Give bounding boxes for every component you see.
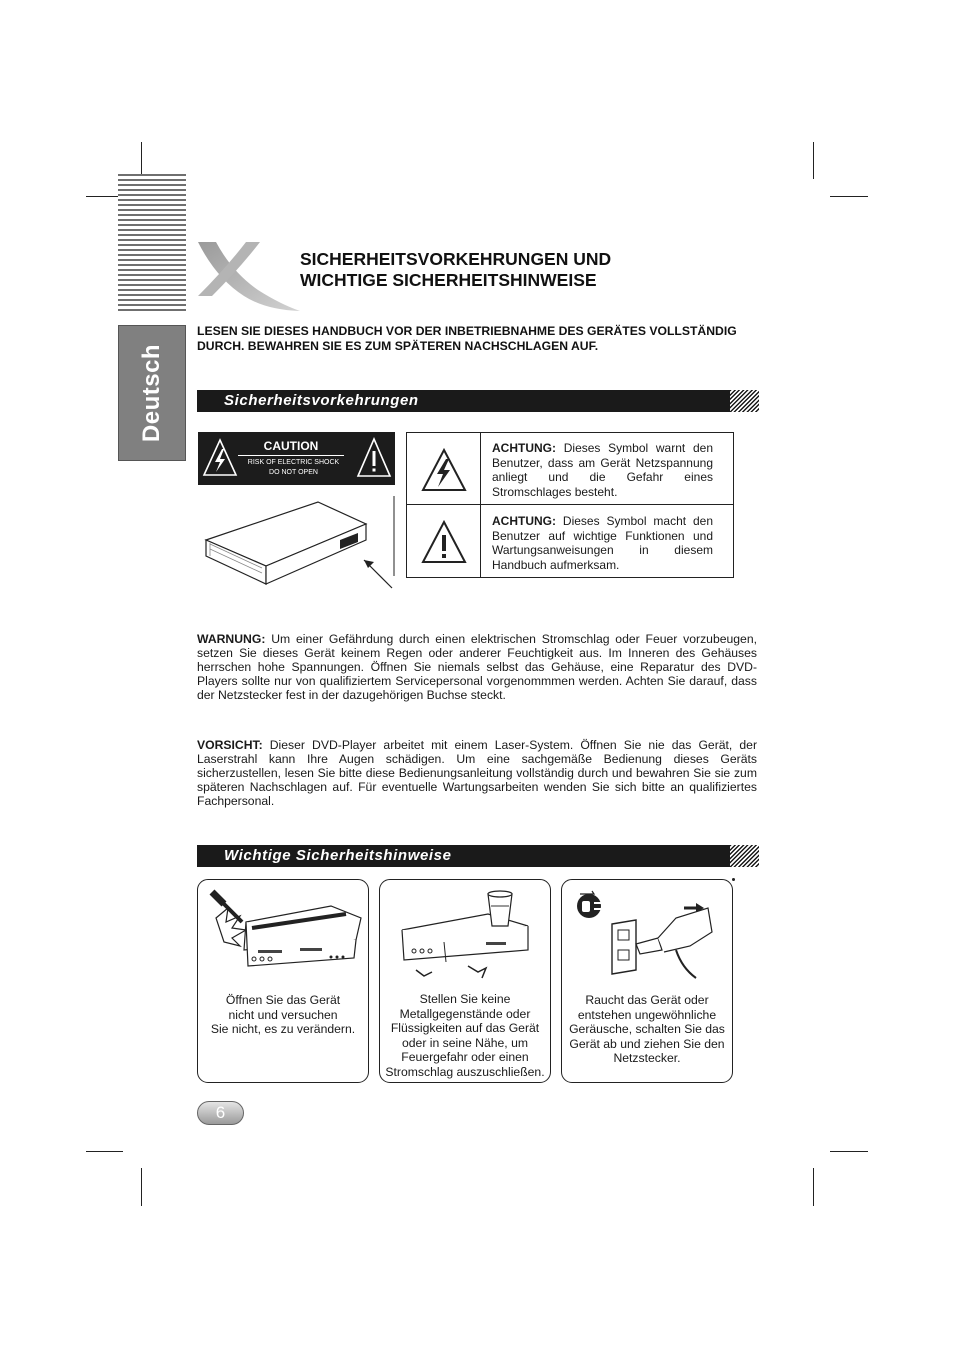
crop-mark-br-h — [830, 1151, 868, 1152]
safety-card-1-text — [200, 993, 366, 1037]
safety-card-3-text — [564, 993, 730, 1066]
page-title-line1: SICHERHEITSVORKEHRUNGEN UND — [300, 249, 612, 269]
section-heading-bar-2 — [197, 845, 759, 867]
symbol-lightning-triangle-icon — [420, 447, 468, 493]
exclamation-triangle-icon — [356, 437, 392, 479]
unplug-icon — [572, 888, 724, 984]
safety-card-unplug — [561, 879, 733, 1083]
intro-line1: LESEN SIE DIESES HANDBUCH VOR DER INBETRIEBNAHME DES GERÄTES VOLLSTÄNDIG — [197, 324, 737, 338]
safety-card-1-line2: nicht und versuchen — [228, 1007, 338, 1022]
dvd-player-rear-illustration — [198, 496, 400, 596]
section-heading-bar-1 — [197, 390, 759, 412]
caution-paragraph — [197, 738, 757, 808]
crop-mark-tr-v — [813, 142, 814, 179]
liquid-player-icon — [388, 886, 544, 982]
symbol-row-2-body: Dieses Symbol macht den Benutzer auf wichtige Funktionen und Wartungsanweisungen in diesem Handbuch aufmerksam. — [492, 514, 713, 572]
safety-card-3-line3: Geräusche, schalten Sie das — [569, 1022, 725, 1036]
caution-label-line2: DO NOT OPEN — [269, 469, 318, 476]
symbol-row-1-body: Dieses Symbol warnt den Benutzer, dass am Gerät Netzspannung anliegt und die Gefahr eines Stromschlages besteht. — [492, 441, 713, 499]
caution-label-line1: RISK OF ELECTRIC SHOCK — [247, 459, 340, 466]
language-tab-label: Deutsch — [138, 343, 165, 443]
symbol-row-2-label: ACHTUNG: — [492, 514, 556, 528]
crop-mark-bl-h — [86, 1151, 123, 1152]
safety-card-1-line3: Sie nicht, es zu verändern. — [210, 1022, 356, 1036]
symbol-row-1-text — [492, 441, 713, 499]
symbol-exclamation-triangle-icon — [420, 519, 468, 565]
warning-text: Um einer Gefährdung durch einen elektrischen Stromschlag oder Feuer vorzubeugen, setzen Sie dieses Gerät keinem Regen oder anderer Feuchtigkeit aus. Im Inneren des Gehäuses herrschen hohe Spannungen. Öffnen Sie niemals selbst das Gehäuse, eine Reparatur des DVD-Players sollte nur von qualifiziertem Servicepersonal vorgenommmen werden. Achten Sie darauf, dass der Netzstecker fest in der dazugehörigen Buchse steckt. — [197, 632, 757, 702]
safety-card-1-line1: Öffnen Sie das Gerät — [225, 993, 341, 1007]
caution-text: Dieser DVD-Player arbeitet mit einem Laser-System. Öffnen Sie nie das Gerät, der Laserstrahl kann Ihre Augen schädigen. Um eine sachgemäße Bedienung dieses Geräts sicherzustellen, lesen Sie bitte diese Bedienungsanleitung vollständig durch und bewahren Sie sie zum späteren Nachschlagen auf. Für eventuelle Wartungsarbeiten wenden Sie sich bitte an qualifiziertes Fachpersonal. — [197, 738, 757, 808]
warning-label: WARNUNG: — [197, 632, 266, 646]
side-stripes — [118, 174, 186, 314]
safety-card-3-line2: entstehen ungewöhnliche — [577, 1007, 717, 1022]
section-heading-1: Sicherheitsvorkehrungen — [224, 392, 419, 409]
page-title-line2: WICHTIGE SICHERHEITSHINWEISE — [300, 270, 597, 290]
warning-paragraph — [197, 632, 757, 702]
safety-card-2-line2: Metallgegenstände oder — [399, 1006, 531, 1021]
page-number: 6 — [215, 1103, 226, 1122]
crop-mark-br-v — [813, 1168, 814, 1206]
language-tab — [118, 325, 186, 461]
safety-card-2-line6: Stromschlag auszuschließen. — [385, 1064, 545, 1079]
safety-card-2-line5: Feuergefahr oder einen — [401, 1050, 529, 1064]
safety-card-3-line5: Netzstecker. — [613, 1051, 681, 1065]
screwdriver-player-icon — [206, 888, 362, 976]
symbol-row-2-text — [492, 514, 713, 572]
decorative-dot — [732, 878, 735, 881]
page-number-badge — [197, 1101, 244, 1125]
brand-x-logo-icon — [196, 238, 302, 314]
safety-card-2-line3: Flüssigkeiten auf das Gerät — [390, 1021, 540, 1035]
safety-card-3-line1: Raucht das Gerät oder — [585, 993, 709, 1007]
caution-label — [198, 432, 395, 485]
crop-mark-bl-v — [141, 1168, 142, 1206]
safety-card-no-liquids — [379, 879, 551, 1083]
safety-card-2-text — [382, 992, 548, 1079]
symbol-row-1-label: ACHTUNG: — [492, 441, 556, 455]
intro-text — [197, 324, 759, 354]
safety-card-2-line1: Stellen Sie keine — [419, 992, 511, 1006]
intro-line2: DURCH. BEWAHREN SIE ES ZUM SPÄTEREN NACHSCHLAGEN AUF. — [197, 339, 599, 353]
caution-label-title: CAUTION — [263, 439, 319, 453]
symbol-table — [406, 432, 734, 578]
caution-label-text: VORSICHT: — [197, 738, 263, 752]
page-title — [300, 249, 611, 291]
safety-card-2-line4: oder in seine Nähe, um — [401, 1035, 528, 1050]
crop-mark-tr-h — [830, 196, 868, 197]
safety-card-3-line4: Gerät ab und ziehen Sie den — [569, 1036, 725, 1051]
safety-card-open-device — [197, 879, 369, 1083]
section-heading-2: Wichtige Sicherheitshinweise — [224, 847, 452, 864]
